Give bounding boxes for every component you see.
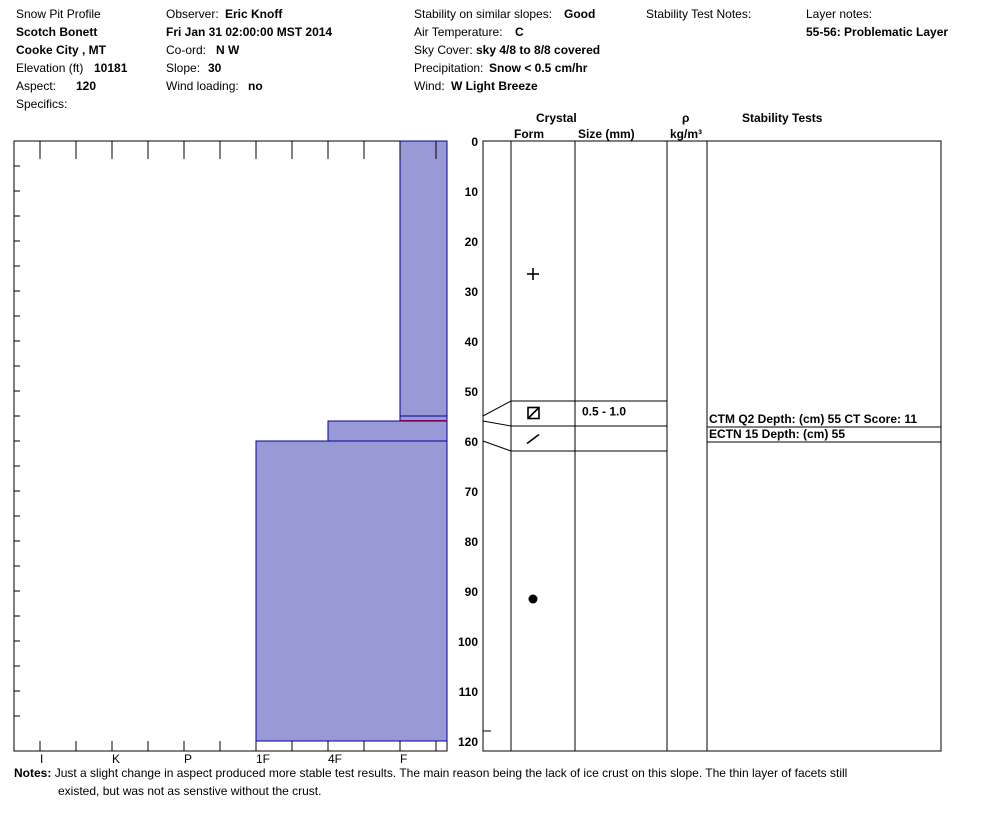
grain-size-label: 0.5 - 1.0 <box>582 404 627 419</box>
hardness-tick-label: I <box>40 752 44 766</box>
location-region: Cooke City , MT <box>16 43 107 57</box>
observer-label: Observer: <box>166 7 219 21</box>
density-symbol: ρ <box>682 111 690 125</box>
layer-connector-line <box>483 441 511 451</box>
layer-notes-value: 55-56: Problematic Layer <box>806 25 949 39</box>
layer-notes-label: Layer notes: <box>806 7 873 21</box>
air-temperature-value: C <box>515 25 524 39</box>
hardness-tick-label: K <box>112 752 121 766</box>
location-name: Scotch Bonett <box>16 25 98 39</box>
hardness-tick-label: F <box>400 752 408 766</box>
depth-tick-label: 90 <box>464 585 478 599</box>
hardness-layer-bar <box>328 421 447 441</box>
depth-tick-label: 50 <box>464 385 478 399</box>
hardness-tick-label: 1F <box>256 752 271 766</box>
wind-value: W Light Breeze <box>451 79 538 93</box>
depth-tick-label: 110 <box>458 685 478 699</box>
sky-cover-value: sky 4/8 to 8/8 covered <box>476 43 601 57</box>
notes-line-1: Just a slight change in aspect produced more stable test results. The main reason being the lack of ice crust on this slope. The thin layer of facets still <box>54 766 848 780</box>
wind-loading-label: Wind loading: <box>166 79 239 93</box>
stability-label: Stability on similar slopes: <box>414 7 553 21</box>
specifics-label: Specifics: <box>16 97 68 111</box>
notes-label: Notes: <box>14 766 52 780</box>
depth-tick-label: 10 <box>464 185 478 199</box>
layer-connector-line <box>483 421 511 426</box>
hardness-tick-label: P <box>184 752 193 766</box>
report-title: Snow Pit Profile <box>16 7 101 21</box>
wind-label: Wind: <box>414 79 445 93</box>
slope-label: Slope: <box>166 61 201 75</box>
depth-tick-label: 120 <box>457 735 478 749</box>
coord-value: N W <box>216 43 240 57</box>
depth-tick-label: 100 <box>457 635 478 649</box>
depth-tick-label: 80 <box>464 535 478 549</box>
faceted-rounded-icon-diagonal <box>528 408 539 419</box>
stability-test-label: CTM Q2 Depth: (cm) 55 CT Score: 11 <box>709 412 918 426</box>
aspect-value: 120 <box>76 79 97 93</box>
hardness-tick-label: 4F <box>328 752 343 766</box>
layer-connector-line <box>483 401 511 416</box>
stability-value: Good <box>564 7 596 21</box>
crystal-table-frame <box>483 141 941 751</box>
aspect-label: Aspect: <box>16 79 57 93</box>
stability-tests-header: Stability Tests <box>742 111 823 125</box>
observer-value: Eric Knoff <box>225 7 283 21</box>
slope-value: 30 <box>208 61 222 75</box>
depth-tick-label: 40 <box>464 335 478 349</box>
depth-tick-label: 60 <box>464 435 478 449</box>
wind-loading-value: no <box>248 79 263 93</box>
date-time: Fri Jan 31 02:00:00 MST 2014 <box>166 25 333 39</box>
stability-test-label: ECTN 15 Depth: (cm) 55 <box>709 427 846 441</box>
depth-tick-label: 70 <box>464 485 478 499</box>
air-temperature-label: Air Temperature: <box>414 25 503 39</box>
stability-test-notes-label: Stability Test Notes: <box>646 7 752 21</box>
precipitation-value: Snow < 0.5 cm/hr <box>489 61 588 75</box>
depth-tick-label: 20 <box>464 235 478 249</box>
precipitation-label: Precipitation: <box>414 61 484 75</box>
depth-tick-label: 30 <box>464 285 478 299</box>
elevation-value: 10181 <box>94 61 128 75</box>
notes-section <box>14 764 914 800</box>
coord-label: Co-ord: <box>166 43 207 57</box>
notes-line-2: existed, but was not as senstive without the crust. <box>58 784 322 798</box>
rounded-grain-dot-icon <box>529 595 538 604</box>
depth-tick-label: 0 <box>471 135 478 149</box>
elevation-label: Elevation (ft) <box>16 61 84 75</box>
hardness-layer-bar <box>256 441 447 741</box>
density-unit: kg/m³ <box>670 127 703 141</box>
sky-cover-label: Sky Cover: <box>414 43 473 57</box>
crust-slash-icon <box>527 435 539 444</box>
size-header: Size (mm) <box>578 127 635 141</box>
form-header: Form <box>514 127 544 141</box>
crystal-header: Crystal <box>536 111 577 125</box>
hardness-layer-bar <box>400 141 447 416</box>
